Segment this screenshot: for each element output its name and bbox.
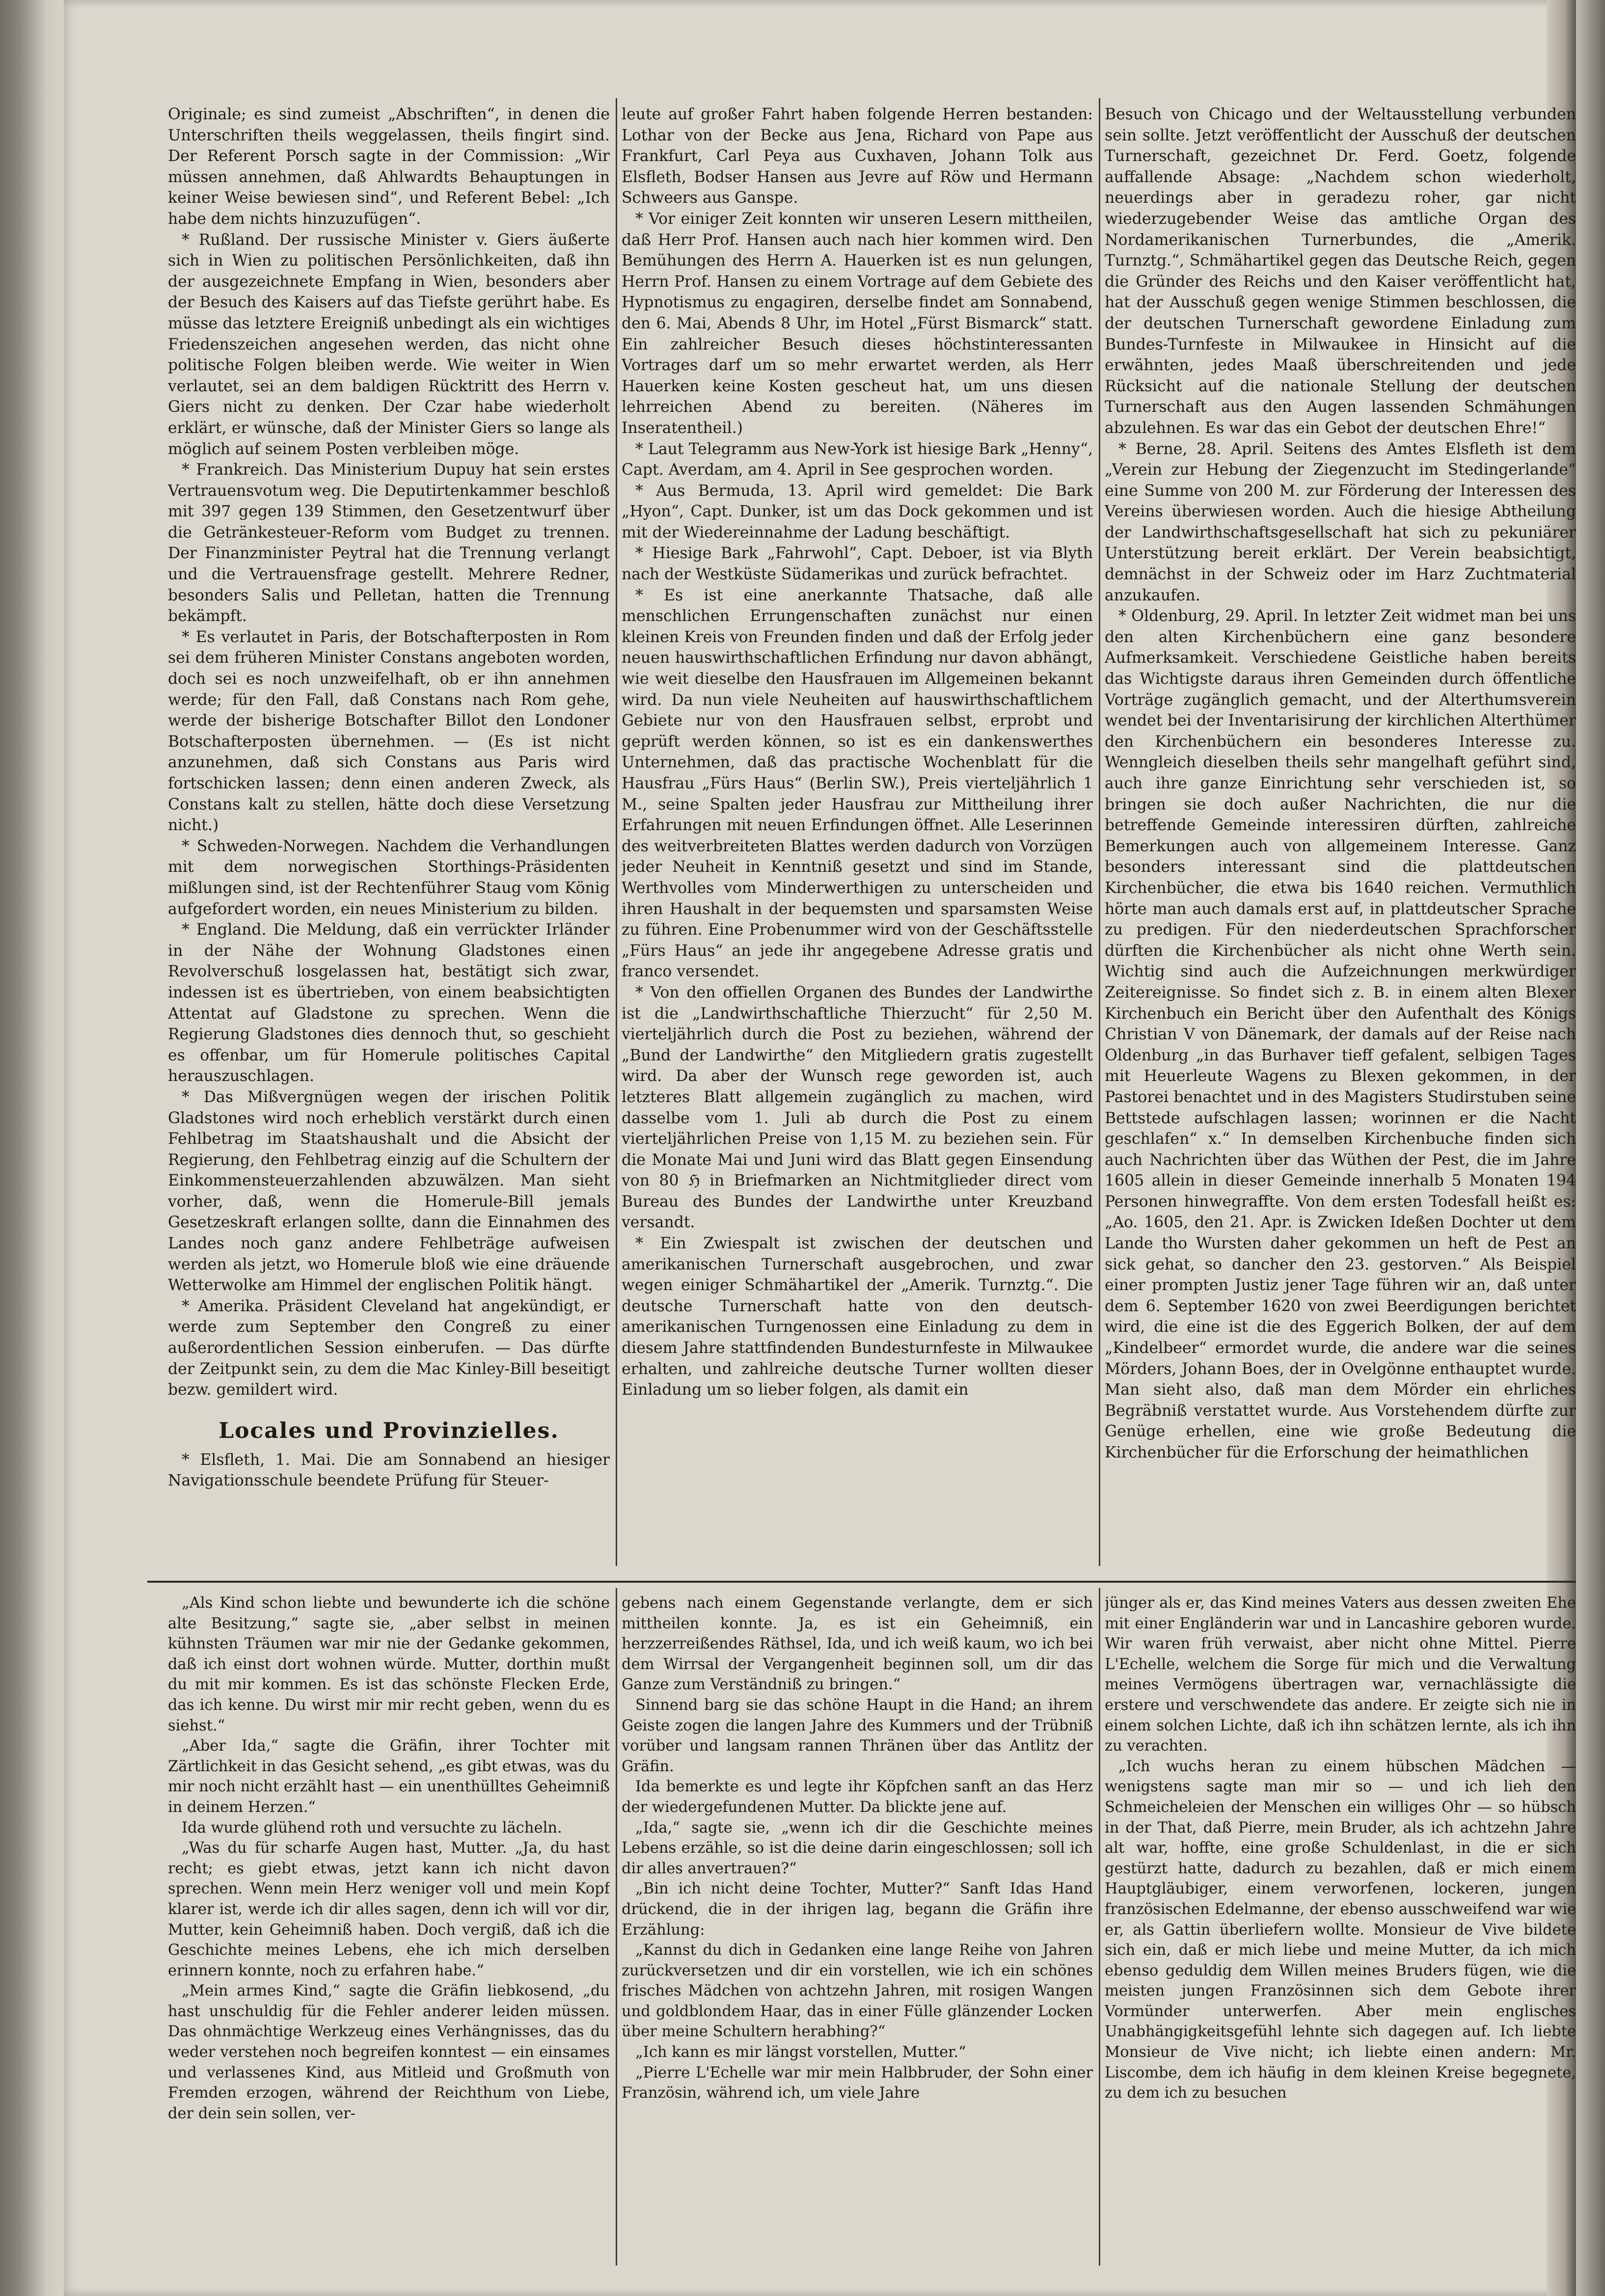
column-rule (1099, 1588, 1100, 2266)
paragraph: * Das Mißvergnügen wegen der irischen Politik Gladstones wird noch erheblich verstärkt durch einen Fehlbetrag im Staatshaushalt und die Absicht der Regierung, den Fehlbetrag einzig auf die Schultern der Einkommensteuerzahlenden abzuwälzen. Man sieht vorher, daß, wenn die Homerule-Bill jemals Gesetzeskraft erlangen sollte, dann die Einnahmen des Landes noch ganz andere Fehlbeträge aufweisen werden als jetzt, wo Homerule bloß wie eine dräuende Wetterwolke am Himmel der englischen Politik hängt. (168, 1088, 610, 1295)
paragraph: Originale; es sind zumeist „Abschriften“, in denen die Unterschriften theils weggelassen, theils fingirt sind. Der Referent Porsch sagte in der Commission: „Wir müssen annehmen, daß Ahlwardts Behauptungen in keiner Weise bewiesen sind“, und Referent Bebel: „Ich habe dem nichts hinzuzufügen“. (168, 106, 610, 228)
paragraph: jünger als er, das Kind meines Vaters aus dessen zweiten Ehe mit einer Engländerin war und in Lancashire geboren wurde. Wir waren früh verwaist, aber nicht ohne Mittel. Pierre L'Echelle, welchem die Sorge für mich und die Verwaltung meines Vermögens übertragen war, vernachlässigte die erstere und verschwendete das andere. Er zeigte sich nie in einem solchen Lichte, daß ich ihn schätzen lernte, als ich ihn zu verachten. (1105, 1594, 1576, 1755)
paragraph: „Was du für scharfe Augen hast, Mutter. „Ja, du hast recht; es giebt etwas, jetzt kann ich nicht davon sprechen. Wenn mein Herz weniger voll und mein Kopf klarer ist, werde ich dir alles sagen, denn ich will vor dir, Mutter, kein Geheimniß haben. Doch vergiß, daß ich die Geschichte meines Lebens, ehe ich mich derselben erinnern konnte, noch zu erfahren habe.“ (168, 1839, 610, 1979)
paragraph: * Elsfleth, 1. Mai. Die am Sonnabend an hiesiger Navigationsschule beendete Prüfung für Steuer- (168, 1451, 610, 1490)
paragraph: „Als Kind schon liebte und bewunderte ich die schöne alte Besitzung,“ sagte sie, „aber selbst in meinen kühnsten Träumen war mir nie der Gedanke gekommen, daß ich einst dort wohnen würde. Mutter, dorthin mußt du mit mir kommen. Es ist das schönste Flecken Erde, das ich kenne. Du wirst mir mir recht geben, wenn du es siehst.“ (168, 1594, 610, 1734)
paragraph: „Ich kann es mir längst vorstellen, Mutter.“ (635, 2044, 966, 2061)
paragraph: * Schweden-Norwegen. Nachdem die Verhandlungen mit dem norwegischen Storthings-Präsidenten mißlungen sind, ist der Rechtenführer Staug vom König aufgefordert worden, ein neues Ministerium zu bilden. (168, 837, 610, 918)
feuilleton-rule (147, 1581, 1576, 1583)
feuilleton-column-2 (622, 1593, 1093, 2261)
paragraph: gebens nach einem Gegenstande verlangte, dem er sich mittheilen konnte. Ja, es ist ein Geheimniß, ein herzzerreißendes Räthsel, Ida, und ich weiß kaum, wo ich bei dem Wirrsal der Vergangenheit beginnen soll, um dir das Ganze zum Verständniß zu bringen.“ (622, 1594, 1093, 1694)
feuilleton-column-1 (168, 1593, 610, 2261)
paragraph: Sinnend barg sie das schöne Haupt in die Hand; an ihrem Geiste zogen die langen Jahre des Kummers und der Trübniß vorüber und langsam rannen Thränen über das Antlitz der Gräfin. (622, 1696, 1093, 1775)
column-rule (1099, 98, 1100, 1566)
paragraph: * Amerika. Präsident Cleveland hat angekündigt, er werde zum September den Congreß zu einer außerordentlichen Session einberufen. — Das dürfte der Zeitpunkt sein, zu dem die Mac Kinley-Bill beseitigt bezw. gemildert wird. (168, 1297, 610, 1399)
paragraph: * Laut Telegramm aus New-York ist hiesige Bark „Henny“, Capt. Averdam, am 4. April in See gesprochen worden. (622, 440, 1093, 479)
column-rule (616, 1588, 617, 2266)
paragraph: „Ich wuchs heran zu einem hübschen Mädchen — wenigstens sagte man mir so — und ich lieh den Schmeicheleien der Menschen ein williges Ohr — so hübsch in der That, daß Pierre, mein Bruder, als ich achtzehn Jahre alt war, hoffte, eine große Schuldenlast, in die er sich gestürzt hatte, dadurch zu bezahlen, daß er mich einem Hauptgläubiger, einem verworfenen, lockeren, jungen französischen Edelmanne, der ebenso ausschweifend war wie er, als Gattin überliefern wollte. Monsieur de Vive bildete sich ein, daß er mich liebe und meine Mutter, da ich mich ebenso geduldig dem Willen meines Bruders fügen, wie die meisten jungen Französinnen sich dem Gebote ihrer Vormünder unterwerfen. Aber mein englisches Unabhängigkeitsgefühl lehnte sich dagegen auf. Ich liebte Monsieur de Vive nicht; ich liebte einen andern: Mr. Liscombe, dem ich häufig in dem kleinen Kreise begegnete, zu dem ich zu besuchen (1105, 1757, 1576, 2102)
paragraph: „Pierre L'Echelle war mir mein Halbbruder, der Sohn einer Französin, während ich, um viele Jahre (622, 2064, 1093, 2102)
article-column-1 (168, 104, 610, 1552)
paragraph: leute auf großer Fahrt haben folgende Herren bestanden: Lothar von der Becke aus Jena, Richard von Pape aus Frankfurt, Carl Peya aus Cuxhaven, Johann Tolk aus Elsfleth, Bodser Hansen aus Jevre auf Röw und Hermann Schweers aus Ganspe. (622, 106, 1093, 207)
article-column-3 (1105, 104, 1576, 1552)
paragraph: * Aus Bermuda, 13. April wird gemeldet: Die Bark „Hyon“, Capt. Dunker, ist um das Dock gekommen und ist mit der Wiedereinnahme der Ladung beschäftigt. (622, 482, 1093, 541)
paragraph: „Mein armes Kind,“ sagte die Gräfin liebkosend, „du hast unschuldig für die Fehler anderer leiden müssen. Das ohnmächtige Werkzeug eines Verhängnisses, das du weder verstehen noch begreifen konntest — ein einsames und verlassenes Kind, aus Mitleid und Großmuth von Fremden erzogen, während der Reichthum von Liebe, der dein sein sollen, ver- (168, 1982, 610, 2122)
paragraph: * Oldenburg, 29. April. In letzter Zeit widmet man bei uns den alten Kirchenbüchern eine ganz besondere Aufmerksamkeit. Verschiedene Geistliche haben bereits das Wichtigste daraus ihren Gemeinden durch öffentliche Vorträge zugänglich gemacht, und der Alterthumsverein wendet bei der Inventarisirung der kirchlichen Alterthümer den Kirchenbüchern ein besonderes Interesse zu. Wenngleich dieselben theils sehr mangelhaft geführt sind, auch ihre ganze Einrichtung sehr verschieden ist, so bringen sie doch außer Nachrichten, die nur die betreffende Gemeinde interessiren dürften, zahlreiche Bemerkungen auch von allgemeinem Interesse. Ganz besonders interessant sind die plattdeutschen Kirchenbücher, die etwa bis 1640 reichen. Vermuthlich hörte man auch damals erst auf, in plattdeutscher Sprache zu predigen. Für den niederdeutschen Sprachforscher dürften die Kirchenbücher als nicht ohne Werth sein. Wichtig sind auch die Aufzeichnungen merkwürdiger Zeitereignisse. So findet sich z. B. in einem alten Blexer Kirchenbuch ein Bericht über den Aufenthalt des Königs Christian V von Dänemark, der damals auf der Reise nach Oldenburg „in das Burhaver tieff gefalent, selbigen Tages mit Heuerleute Wagens zu Blexen gekommen, in der Pastorei benachtet und in des Magisters Studirstuben seine Bettstede aufschlagen lassen; worinnen er die Nacht geschlafen“ x.“ In demselben Kirchenbuche finden sich auch Nachrichten über das Wüthen der Pest, die im Jahre 1605 allein in dieser Gemeinde innerhalb 5 Monaten 194 Personen hinwegraffte. Von dem ersten Todesfall heißt es: „Ao. 1605, den 21. Apr. is Zwicken Ideßen Dochter ut dem Lande tho Wursten daher gekommen un heft de Pest an sick gehat, so dancher den 23. gestorven.“ Als Beispiel einer prompten Justiz jener Tage führen wir an, daß unter dem 6. September 1620 von zwei Beerdigungen berichtet wird, die eine ist die des Eggerich Bolken, der auf dem „Kindelbeer“ ermordet wurde, die andere war die seines Mörders, Johann Boes, der in Ovelgönne enthauptet wurde. Man sieht also, daß man dem Mörder ein ehrliches Begräbniß verstattet wurde. Aus Vorstehendem dürfte zur Genüge erhellen, eine wie große Bedeutung die Kirchenbücher für die Erforschung der heimathlichen (1105, 607, 1576, 1461)
paragraph: * Vor einiger Zeit konnten wir unseren Lesern mittheilen, daß Herr Prof. Hansen auch nach hier kommen wird. Den Bemühungen des Herrn A. Hauerken ist es nun gelungen, Herrn Prof. Hansen zu einem Vortrage auf dem Gebiete des Hypnotismus zu engagiren, derselbe findet am Sonnabend, den 6. Mai, Abends 8 Uhr, im Hotel „Fürst Bismarck“ statt. Ein zahlreicher Besuch dieses höchstinteressanten Vortrages darf um so mehr erwartet werden, als Herr Hauerken keine Kosten gescheut hat, um uns diesen lehrreichen Abend zu bereiten. (Näheres im Inseratentheil.) (622, 210, 1093, 437)
paragraph: „Aber Ida,“ sagte die Gräfin, ihrer Tochter mit Zärtlichkeit in das Gesicht sehend, „es gibt etwas, was du mir noch nicht erzählt hast — ein unenthülltes Geheimniß in deinem Herzen.“ (168, 1737, 610, 1816)
paragraph: * Ein Zwiespalt ist zwischen der deutschen und amerikanischen Turnerschaft ausgebrochen, und zwar wegen einiger Schmähartikel der „Amerik. Turnztg.“. Die deutsche Turnerschaft hatte von den deutsch-amerikanischen Turngenossen eine Einladung zu dem in diesem Jahre stattfindenden Bundesturnfeste in Milwaukee erhalten, und zahlreiche deutsche Turner wollten dieser Einladung um so lieber folgen, als damit ein (622, 1235, 1093, 1399)
paragraph: * Frankreich. Das Ministerium Dupuy hat sein erstes Vertrauensvotum weg. Die Deputirtenkammer beschloß mit 397 gegen 139 Stimmen, den Gesetzentwurf über die Getränkesteuer-Reform vom Budget zu trennen. Der Finanzminister Peytral hat die Trennung verlangt und die Vertrauensfrage gestellt. Mehrere Redner, besonders Salis und Pelletan, hatten die Trennung bekämpft. (168, 461, 610, 625)
paragraph: Besuch von Chicago und der Weltausstellung verbunden sein sollte. Jetzt veröffentlicht der Ausschuß der deutschen Turnerschaft, gezeichnet Dr. Ferd. Goetz, folgende auffallende Absage: „Nachdem schon wiederholt, neuerdings aber in geradezu roher, gar nicht wiederzugebender Weise das amtliche Organ des Nordamerikanischen Turnerbundes, die „Amerik. Turnztg.“, Schmähartikel gegen das Deutsche Reich, gegen die Gründer des Reichs und den Kaiser veröffentlicht hat, hat der Ausschuß gegen wenige Stimmen beschlossen, die der deutschen Turnerschaft gewordene Einladung zum Bundes-Turnfeste in Milwaukee in Hinsicht auf die erwähnten, jedes Maaß überschreitenden und jede Rücksicht auf die nationale Stellung der deutschen Turnerschaft aus den Augen lassenden Schmähungen abzulehnen. Es war das ein Gebot der deutschen Ehre!“ (1105, 106, 1576, 437)
paragraph: * Von den offiellen Organen des Bundes der Landwirthe ist die „Landwirthschaftliche Thierzucht“ für 2,50 M. vierteljährlich durch die Post zu beziehen, während der „Bund der Landwirthe“ den Mitgliedern gratis zugestellt wird. Da aber der Wunsch rege geworden ist, auch letzteres Blatt allgemein zugänglich zu machen, wird dasselbe vom 1. Juli ab durch die Post zu einem vierteljährlichen Preise von 1,15 M. zu beziehen sein. Für die Monate Mai und Juni wird das Blatt gegen Einsendung von 80 ℌ in Briefmarken an Nichtmitglieder direct vom Bureau des Bundes der Landwirthe unter Kreuzband versandt. (622, 983, 1093, 1232)
paragraph: „Kannst du dich in Gedanken eine lange Reihe von Jahren zurückversetzen und dir ein vorstellen, wie ich ein schönes frisches Mädchen von achtzehn Jahren, mit rosigen Wangen und goldblondem Haar, das in einer Fülle glänzender Locken über meine Schultern herabhing?“ (622, 1942, 1093, 2041)
paragraph: * Rußland. Der russische Minister v. Giers äußerte sich in Wien zu politischen Persönlichkeiten, daß ihn der ausgezeichnete Empfang in Wien, besonders aber der Besuch des Kaisers auf das Tiefste gerührt habe. Es müsse das letztere Ereigniß unbedingt als ein wichtiges Friedenszeichen angesehen werden, das nicht ohne politische Folgen bleiben werde. Wie weiter in Wien verlautet, sei an dem baldigen Rücktritt des Herrn v. Giers nicht zu denken. Der Czar habe wiederholt erklärt, er wünsche, daß der Minister Giers so lange als möglich auf seinem Posten verbleiben möge. (168, 231, 610, 458)
paragraph: * Berne, 28. April. Seitens des Amtes Elsfleth ist dem „Verein zur Hebung der Ziegenzucht im Stedingerlande“ eine Summe von 200 M. zur Förderung der Interessen des Vereins überwiesen worden. Auch die hiesige Abtheilung der Landwirthschaftsgesellschaft hat sich zu pekuniärer Unterstützung bereit erklärt. Der Verein beabsichtigt, demnächst in der Schweiz oder im Harz Zuchtmaterial anzukaufen. (1105, 440, 1576, 604)
feuilleton-column-3 (1105, 1593, 1576, 2261)
paragraph: „Ida,“ sagte sie, „wenn ich dir die Geschichte meines Lebens erzähle, so ist die deine darin eingeschlossen; soll ich dir alles anvertrauen?“ (622, 1819, 1093, 1877)
paragraph: * Es verlautet in Paris, der Botschafterposten in Rom sei dem früheren Minister Constans angeboten worden, doch sei es noch unzweifelhaft, ob er ihn annehmen werde; für den Fall, daß Constans nach Rom gehe, werde der bisherige Botschafter Billot den Londoner Botschafterposten übernehmen. — (Es ist nicht anzunehmen, daß sich Constans aus Paris wird fortschicken lassen; denn einen anderen Zweck, als Constans kalt zu stellen, hätte doch diese Versetzung nicht.) (168, 628, 610, 835)
column-rule (616, 98, 617, 1566)
paragraph: Ida bemerkte es und legte ihr Köpfchen sanft an das Herz der wiedergefundenen Mutter. Da blickte jene auf. (622, 1778, 1093, 1816)
paragraph: * England. Die Meldung, daß ein verrückter Irländer in der Nähe der Wohnung Gladstones einen Revolverschuß losgelassen hat, bestätigt sich zwar, indessen ist es übertrieben, von einem beabsichtigten Attentat auf Gladstone zu sprechen. Wenn die Regierung Gladstones dies dennoch thut, so geschieht es offenbar, um für Homerule politisches Capital herauszuschlagen. (168, 921, 610, 1085)
paragraph: * Hiesige Bark „Fahrwohl“, Capt. Deboer, ist via Blyth nach der Westküste Südamerikas und zurück befrachtet. (622, 544, 1093, 584)
section-heading: Locales und Provinzielles. (218, 1418, 559, 1443)
paragraph: * Es ist eine anerkannte Thatsache, daß alle menschlichen Errungenschaften zunächst nur einen kleinen Kreis von Freunden finden und daß der Erfolg jeder neuen hauswirthschaftlichen Erfindung nur davon abhängt, wie weit dieselbe den Hausfrauen im Allgemeinen bekannt wird. Da nun viele Neuheiten auf hauswirthschaftlichem Gebiete nur von den Hausfrauen selbst, erprobt und geprüft werden können, so ist es ein dankenswerthes Unternehmen, daß das practische Wochenblatt für die Hausfrau „Fürs Haus“ (Berlin SW.), Preis vierteljährlich 1 M., seine Spalten jeder Hausfrau zur Mittheilung ihrer Erfahrungen mit neuen Erfindungen öffnet. Alle Leserinnen des weitverbreiteten Blattes werden dadurch von Vorzügen jeder Neuheit in Kenntniß gesetzt und sind im Stande, Werthvolles vom Minderwerthigen zu unterscheiden und ihren Haushalt in der bequemsten und sparsamsten Weise zu führen. Eine Probenummer wird von der Geschäftsstelle „Fürs Haus“ an jede ihr angegebene Adresse gratis und franco versendet. (622, 586, 1093, 981)
paragraph: Ida wurde glühend roth und versuchte zu lächeln. (182, 1819, 562, 1837)
paragraph: „Bin ich nicht deine Tochter, Mutter?“ Sanft Idas Hand drückend, die in der ihrigen lag, begann die Gräfin ihre Erzählung: (622, 1880, 1093, 1939)
article-column-2 (622, 104, 1093, 1552)
